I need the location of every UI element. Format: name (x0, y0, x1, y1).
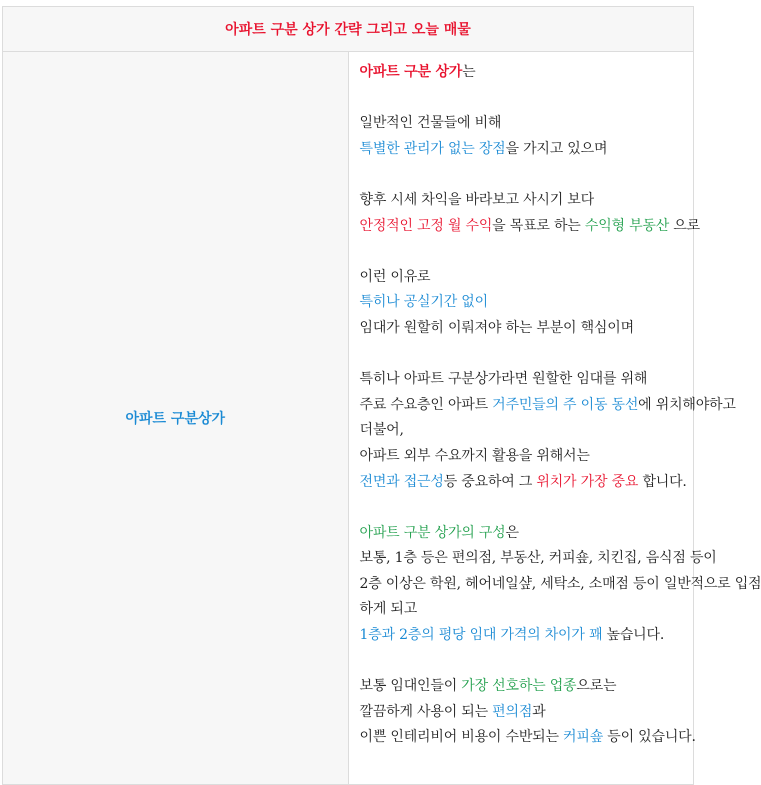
content-row (3, 52, 694, 785)
text-line (360, 137, 694, 163)
text-segment: 특히나 아파트 구분상가라면 원할한 임대를 위해 (360, 371, 648, 387)
text-line (360, 700, 694, 726)
table-title: 아파트 구분 상가 간략 그리고 오늘 매물 (3, 7, 694, 52)
text-segment: 이런 이유로 (360, 269, 431, 285)
text-line (360, 393, 694, 419)
text-line (360, 623, 694, 649)
highlighted-text: 안정적인 고정 월 수익 (360, 218, 493, 234)
text-segment: 향후 시세 차익을 바라보고 사시기 보다 (360, 192, 594, 208)
row-label: 아파트 구분상가 (3, 52, 349, 785)
highlighted-text: 아파트 구분 상가의 구성 (360, 525, 506, 541)
text-segment: 과 (532, 704, 545, 720)
text-line (360, 265, 694, 291)
highlighted-text: 전면과 접근성 (360, 474, 444, 490)
text-segment: 더불어, (360, 422, 404, 438)
highlighted-text: 특별한 관리가 없는 장점 (360, 141, 506, 157)
blank-line (360, 495, 694, 521)
text-line (360, 444, 694, 470)
text-segment: 깔끔하게 사용이 되는 (360, 704, 493, 720)
highlighted-text: 수익형 부동산 (585, 218, 669, 234)
text-segment: 임대가 원할히 이뤄져야 하는 부분이 핵심이며 (360, 320, 634, 336)
text-line (360, 674, 694, 700)
blank-line (360, 649, 694, 675)
text-line (360, 316, 694, 342)
text-segment: 는 (462, 64, 475, 80)
highlighted-text: 커피숖 (563, 729, 603, 745)
text-segment: 등이 있습니다. (603, 729, 696, 745)
highlighted-text: 편의점 (492, 704, 532, 720)
text-line (360, 214, 694, 240)
text-segment: 을 목표로 하는 (492, 218, 585, 234)
text-segment: 에 위치해야하고 (638, 397, 736, 413)
text-segment: 주료 수요층인 아파트 (360, 397, 493, 413)
content-body (360, 60, 694, 751)
highlighted-text: 특히나 공실기간 없이 (360, 294, 488, 310)
text-line (360, 418, 694, 444)
content-cell (348, 52, 694, 785)
text-line (360, 521, 694, 547)
text-segment: 등 중요하여 그 (444, 474, 537, 490)
info-table (2, 6, 694, 785)
text-segment: 하게 되고 (360, 601, 418, 617)
blank-line (360, 86, 694, 112)
text-segment: 높습니다. (602, 627, 664, 643)
text-line (360, 111, 694, 137)
text-segment: 으로는 (576, 678, 616, 694)
blank-line (360, 342, 694, 368)
text-line (360, 188, 694, 214)
text-segment: 을 가지고 있으며 (506, 141, 608, 157)
text-line (360, 470, 694, 496)
text-line (360, 290, 694, 316)
blank-line (360, 239, 694, 265)
highlighted-text: 아파트 구분 상가 (360, 64, 463, 80)
text-segment: 일반적인 건물들에 비해 (360, 115, 502, 131)
title-row (3, 7, 694, 52)
highlighted-text: 1층과 2층의 평당 임대 가격의 차이가 꽤 (360, 627, 603, 643)
text-line (360, 572, 694, 598)
highlighted-text: 위치가 가장 중요 (536, 474, 638, 490)
text-segment: 보통 임대인들이 (360, 678, 462, 694)
text-line (360, 367, 694, 393)
text-line (360, 597, 694, 623)
text-line (360, 60, 694, 86)
text-segment: 으로 (669, 218, 700, 234)
highlighted-text: 가장 선호하는 업종 (461, 678, 576, 694)
blank-line (360, 162, 694, 188)
text-segment: 아파트 외부 수요까지 활용을 위해서는 (360, 448, 590, 464)
text-segment: 은 (506, 525, 519, 541)
text-line (360, 725, 694, 751)
text-segment: 2층 이상은 학원, 헤어네일샾, 세탁소, 소매점 등이 일반적으로 입점 (360, 576, 761, 592)
highlighted-text: 거주민들의 주 이동 동선 (492, 397, 638, 413)
text-line (360, 546, 694, 572)
text-segment: 이쁜 인테리비어 비용이 수반되는 (360, 729, 564, 745)
text-segment: 합니다. (638, 474, 686, 490)
text-segment: 보통, 1층 등은 편의점, 부동산, 커피숖, 치킨집, 음식점 등이 (360, 550, 717, 566)
